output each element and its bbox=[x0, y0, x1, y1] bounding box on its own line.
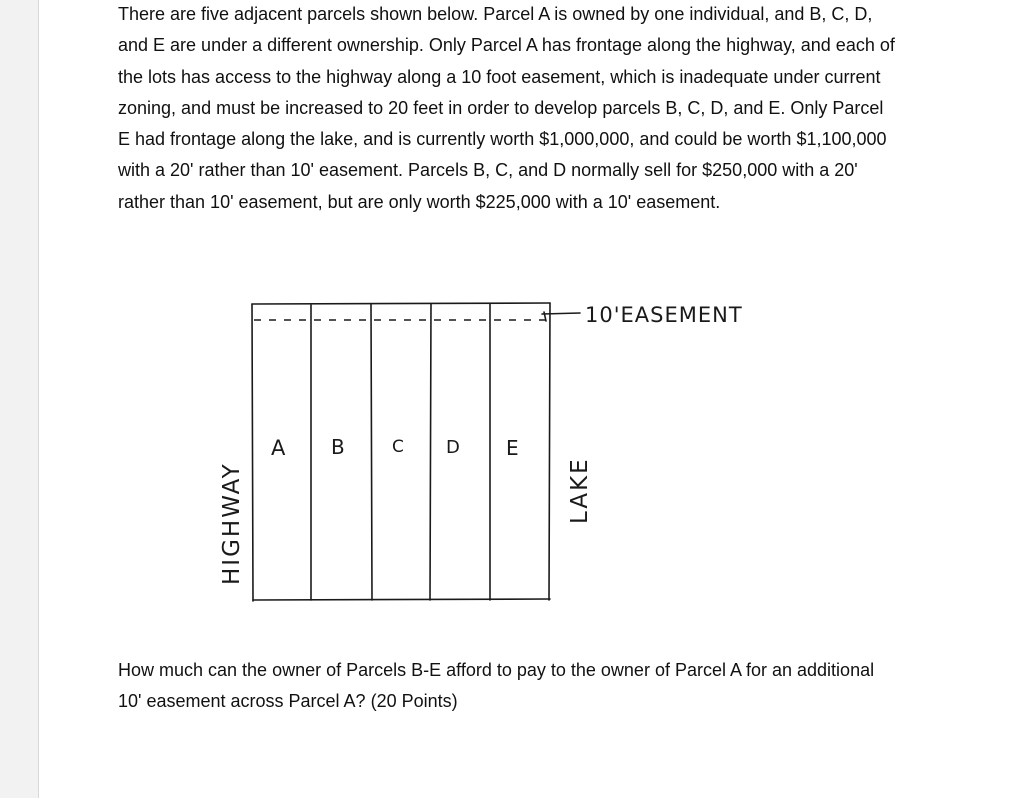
parcel-label-b: B bbox=[331, 435, 345, 459]
parcel-label-d: D bbox=[446, 437, 460, 458]
parcel-label-e: E bbox=[506, 436, 519, 460]
parcel-label-c: C bbox=[392, 437, 404, 457]
parcel-label-a: A bbox=[271, 436, 286, 460]
easement-leader bbox=[542, 312, 580, 321]
lake-label: LAKE bbox=[567, 457, 593, 524]
easement-label: 10'EASEMENT bbox=[585, 303, 743, 327]
highway-label: HIGHWAY bbox=[219, 462, 245, 585]
problem-statement: There are five adjacent parcels shown below. Parcel A is owned by one individual, and B, C, D, and E are under a different ownership. Only Parcel A has frontage along the highway, and each of the lots has access to the highway along a 10 foot easement, which is inadequate under current zoning, and must be increased to 20 feet in order to develop parcels B, C, D, and E. Only Parcel E had frontage along the lake, and is currently worth $1,000,000, and could be worth $1,100,000 with a 20' rather than 10' easement. Parcels B, C, and D normally sell for $250,000 with a 20' rather than 10' easement, but are only worth $225,000 with a 10' easement. bbox=[118, 4, 895, 212]
question-text: How much can the owner of Parcels B-E afford to pay to the owner of Parcel A for an additional 10' easement across Parcel A? (20 Points) bbox=[118, 660, 875, 712]
